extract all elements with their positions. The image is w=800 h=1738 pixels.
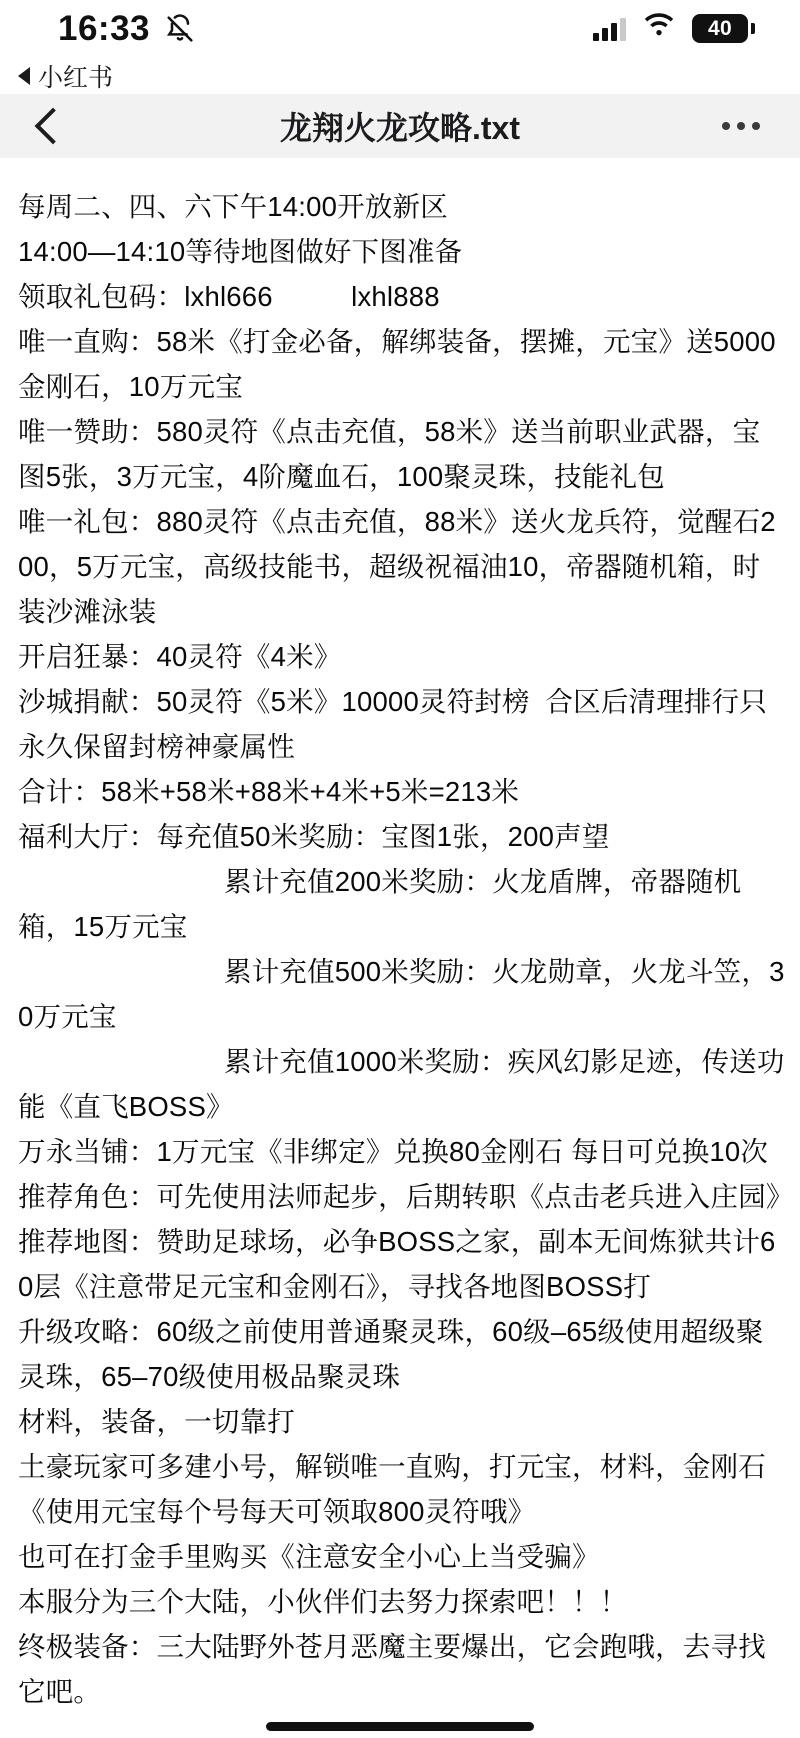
status-time: 16:33	[58, 8, 151, 48]
document-line: 福利大厅：每充值50米奖励：宝图1张，200声望	[18, 821, 610, 853]
document-line: 土豪玩家可多建小号，解锁唯一直购，打元宝，材料，金刚石《使用元宝每个号每天可领取800灵符哦》	[18, 1451, 766, 1528]
document-line: 领取礼包码：lxhl666 lxhl888	[18, 281, 440, 313]
document-line: 唯一礼包：880灵符《点击充值，88米》送火龙兵符，觉醒石200，5万元宝，高级技能书，超级祝福油10，帝器随机箱，时装沙滩泳装	[18, 506, 776, 628]
document-line: 升级攻略：60级之前使用普通聚灵珠，60级–65级使用超级聚灵珠，65–70级使用极品聚灵珠	[18, 1316, 764, 1393]
document-line: 沙城捐献：50灵符《5米》10000灵符封榜 合区后清理排行只永久保留封榜神豪属性	[18, 686, 768, 763]
document-line: 累计充值200米奖励：火龙盾牌，帝器随机箱，15万元宝	[18, 866, 742, 943]
document-line: 开启狂暴：40灵符《4米》	[18, 641, 342, 673]
wifi-icon	[642, 13, 676, 44]
more-options-icon[interactable]	[722, 122, 760, 130]
document-text	[18, 184, 794, 1714]
battery-icon	[692, 14, 748, 43]
document-line: 唯一直购：58米《打金必备，解绑装备，摆摊，元宝》送5000金刚石，10万元宝	[18, 326, 776, 403]
document-body	[0, 158, 800, 1714]
document-line: 合计：58米+58米+88米+4米+5米=213米	[18, 776, 520, 808]
document-line: 每周二、四、六下午14:00开放新区	[18, 191, 448, 223]
document-line: 累计充值1000米奖励：疾风幻影足迹，传送功能《直飞BOSS》	[18, 1046, 785, 1123]
home-indicator-bar	[266, 1722, 534, 1731]
status-bar-left	[58, 9, 196, 49]
status-bar	[0, 0, 800, 58]
chevron-left-icon[interactable]	[35, 108, 72, 145]
back-triangle-icon	[18, 67, 30, 85]
back-to-app-button[interactable]	[0, 58, 800, 94]
page-title: 龙翔火龙攻略.txt	[279, 109, 520, 146]
document-line: 万永当铺：1万元宝《非绑定》兑换80金刚石 每日可兑换10次	[18, 1136, 769, 1168]
cellular-signal-icon	[593, 17, 626, 41]
battery-level-label: 40	[708, 16, 732, 40]
document-line: 14:00—14:10等待地图做好下图准备	[18, 236, 463, 268]
back-to-app-label: 小红书	[38, 63, 114, 92]
document-line: 也可在打金手里购买《注意安全小心上当受骗》	[18, 1541, 600, 1573]
title-bar	[0, 94, 800, 158]
document-line: 本服分为三个大陆，小伙伴们去努力探索吧！！！	[18, 1586, 628, 1618]
document-line: 推荐地图：赞助足球场，必争BOSS之家，副本无间炼狱共计60层《注意带足元宝和金刚石》，寻找各地图BOSS打	[18, 1226, 776, 1303]
document-line: 推荐角色：可先使用法师起步，后期转职《点击老兵进入庄园》	[18, 1181, 794, 1213]
document-line: 材料，装备，一切靠打	[18, 1406, 295, 1438]
status-bar-right	[593, 13, 748, 44]
document-line: 终极装备：三大陆野外苍月恶魔主要爆出，它会跑哦，去寻找它吧。	[18, 1631, 766, 1708]
bell-slash-icon	[164, 13, 196, 45]
document-line: 累计充值500米奖励：火龙勋章，火龙斗笠，30万元宝	[18, 956, 785, 1033]
home-indicator[interactable]	[0, 1714, 800, 1738]
document-line: 唯一赞助：580灵符《点击充值，58米》送当前职业武器，宝图5张，3万元宝，4阶魔血石，100聚灵珠，技能礼包	[18, 416, 761, 493]
